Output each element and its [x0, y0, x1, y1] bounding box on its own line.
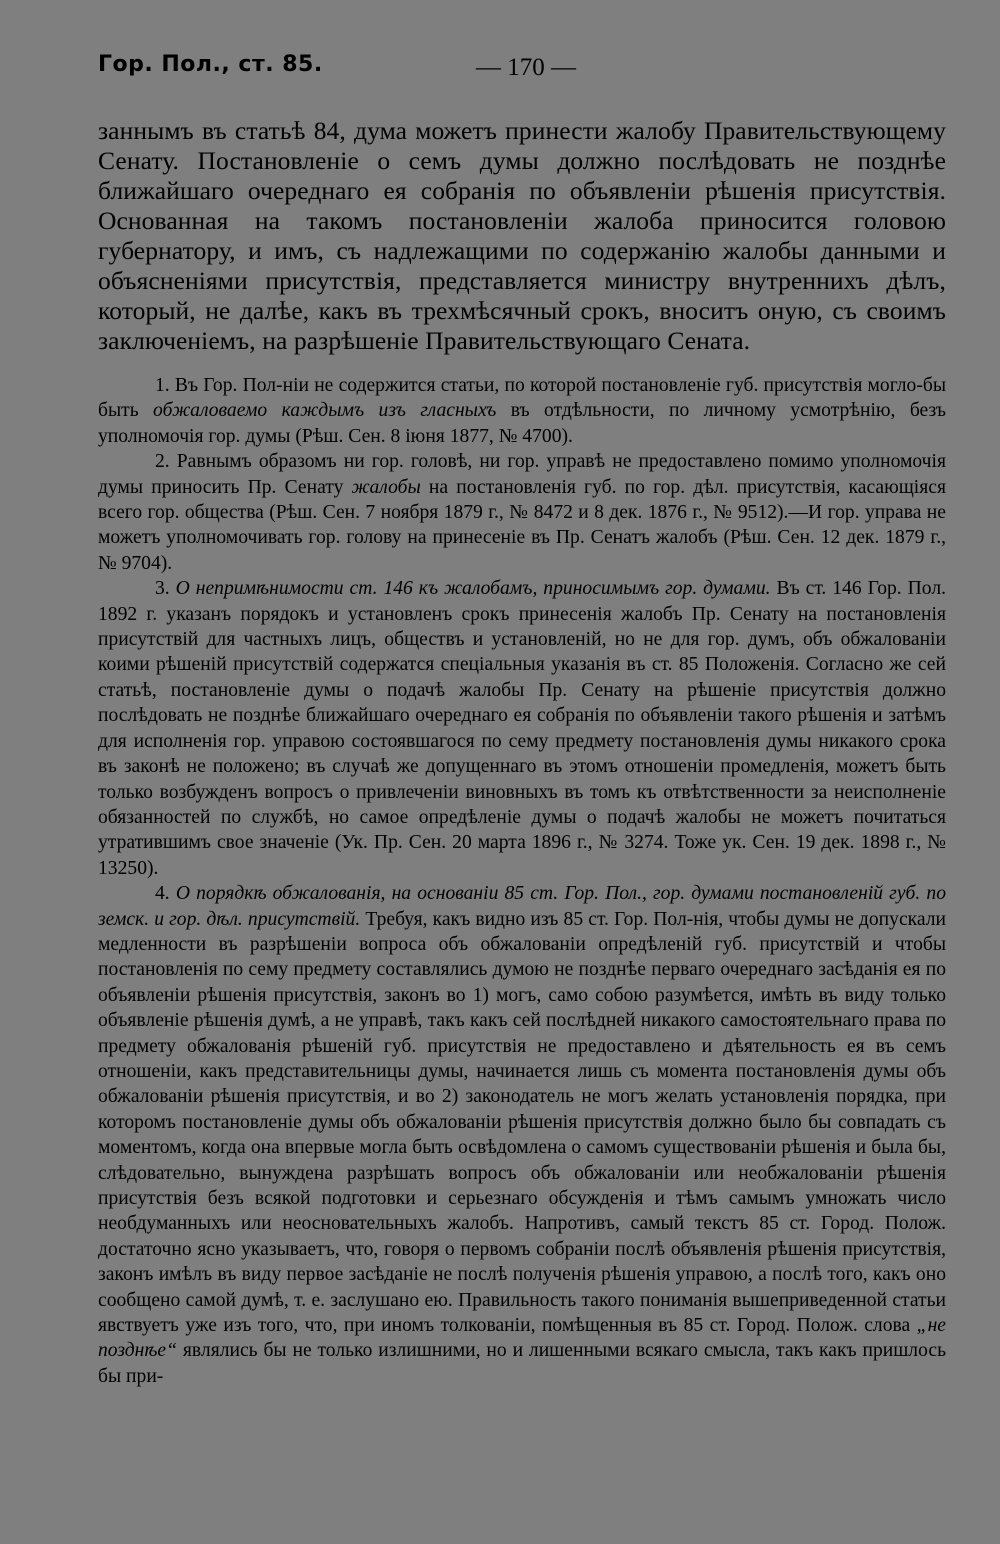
note-number: 4. [155, 883, 170, 905]
note-2 [98, 449, 946, 576]
note-number: 1. [155, 375, 170, 396]
note-text: въ отдѣльности, по личному усмотрѣнію, безъ уполномочія гор. думы (Рѣш. Сен. 8 іюня 1877, № 4700). [98, 400, 947, 447]
note-text: являлись бы не только излишними, но и лишенными всякаго смысла, такъ какъ пришлось бы при- [98, 1340, 947, 1387]
note-emphasis: „не позднѣе“ [98, 1315, 946, 1362]
note-text: Въ ст. 146 Гор. Пол. 1892 г. указанъ порядокъ и установленъ срокъ принесенія жалобъ Пр. Сенату на постановленія присутствій для частныхъ лицъ, обществъ и установленій, но не для гор. думъ, объ обжалованіи коими рѣшеній присутствій содержатся спеціальныя указанія въ ст. 85 Положенія. Согласно же сей статьѣ, постановленіе думы о подачѣ жалобы Пр. Сенату на рѣшеніе присутствія должно послѣдовать не позднѣе ближайшаго очереднаго ея собранія по объявленіи такого рѣшенія и затѣмъ для исполненія гор. управою состоявшагося по сему предмету постановленія думы никакого срока въ законѣ не положено; въ случаѣ же допущеннаго въ этомъ отношеніи промедленія, можетъ быть только возбужденъ вопросъ о привлеченіи виновныхъ въ томъ къ отвѣтственности за неисполненіе обязанностей по службѣ, но самое опредѣленіе думы о подачѣ жалобы не можетъ почитаться утратившимъ свое значеніе (Ук. Пр. Сен. 20 марта 1896 г., № 3274. Тоже ук. Сен. 19 дек. 1898 г., № 13250). [98, 578, 946, 879]
page-header [98, 52, 946, 88]
note-number: 3. [155, 578, 170, 600]
note-text: Равнымъ образомъ ни гор. головѣ, ни гор. управѣ не предоставлено помимо уполномочія думы приносить Пр. Сенату [98, 451, 946, 498]
note-text: Требуя, какъ видно изъ 85 ст. Гор. Пол-нія, чтобы думы не допускали медленности въ разрѣшеніи вопроса объ обжалованіи опредѣленій губ. присутствій и чтобы постановленія по сему предмету составлялись думою не позднѣе перваго очереднаго засѣданія ея по объявленіи рѣшенія присутствія, законъ во 1) могъ, само собою разумѣется, имѣть въ виду только объявленіе рѣшенія думѣ, а не управѣ, такъ какъ сей послѣдней никакого самостоятельнаго права по предмету обжалованія рѣшеній губ. присутствія не предоставлено и дѣятельность ея въ семъ отношеніи, какъ представительницы думы, начинается лишь съ момента постановленія думы объ обжалованіи рѣшенія присутствія, и во 2) законодатель не могъ желать установленія порядка, при которомъ постановленіе думы объ обжалованіи рѣшенія присутствія должно было бы совпадать съ моментомъ, когда она впервые могла быть освѣдомлена о самомъ существованіи рѣшенія и была бы, слѣдовательно, вынуждена разрѣшать вопросъ объ обжалованіи или необжалованіи рѣшенія присутствія безъ всякой подготовки и серьезнаго обсужденія и тѣмъ самымъ умножать число необдуманныхъ или неосновательныхъ жалобъ. Напротивъ, самый текстъ 85 ст. Город. Полож. достаточно ясно указываетъ, что, говоря о первомъ собраніи послѣ объявленія рѣшенія присутствія, законъ имѣлъ въ виду первое засѣданіе не послѣ полученія рѣшенія управою, а послѣ того, какъ оно сообщено самой думѣ, т. е. заслушано ею. Правильность такого пониманія вышеприведенной статьи явствуетъ уже изъ того, что, при иномъ толкованіи, помѣщенныя въ 85 ст. Город. Полож. слова [98, 908, 947, 1337]
note-emphasis: жалобы [351, 476, 421, 498]
note-heading: О порядкѣ обжалованія, на основаніи 85 ст. Гор. Пол., гор. думами постановленій губ. по земск. и гор. дѣл. присутствій. [98, 883, 946, 930]
running-head: Гор. Пол., ст. 85. [98, 52, 323, 77]
note-3 [98, 576, 946, 881]
note-4 [98, 881, 946, 1389]
note-text: на постановленія губ. по гор. дѣл. присутствія, касающіяся всего гор. общества (Рѣш. Сен. 7 ноября 1879 г., № 8472 и 8 дек. 1876 г., № 9512).—И гор. управа не можетъ уполномочивать гор. голову на принесеніе въ Пр. Сенатъ жалобъ (Рѣш. Сен. 12 дек. 1879 г., № 9704). [98, 476, 946, 574]
page-content [98, 116, 946, 1389]
main-text: заннымъ въ статьѣ 84, дума можетъ принести жалобу Правительствующему Сенату. Постановленіе о семъ думы должно послѣдовать не позднѣе ближайшаго очереднаго ея собранія по объявленіи рѣшенія присутствія. Основанная на такомъ постановленіи жалоба приносится головою губернатору, и имъ, съ надлежащими по содержанію жалобы данными и объясненіями присутствія, представляется министру внутреннихъ дѣлъ, который, не далѣе, какъ въ трехмѣсячный срокъ, вноситъ оную, съ своимъ заключеніемъ, на разрѣшеніе Правительствующаго Сената. [98, 116, 946, 355]
note-emphasis: обжаловаемо каждымъ изъ гласныхъ [153, 400, 497, 422]
note-heading: О непримѣнимости ст. 146 къ жалобамъ, приносимымъ гор. думами. [175, 578, 771, 600]
note-number: 2. [155, 451, 170, 473]
note-1 [98, 373, 946, 449]
note-text: Въ Гор. Пол-ніи не содержится статьи, по которой постановленіе губ. присутствія могло-бы быть [98, 375, 946, 422]
page-number: — 170 — [476, 54, 576, 81]
